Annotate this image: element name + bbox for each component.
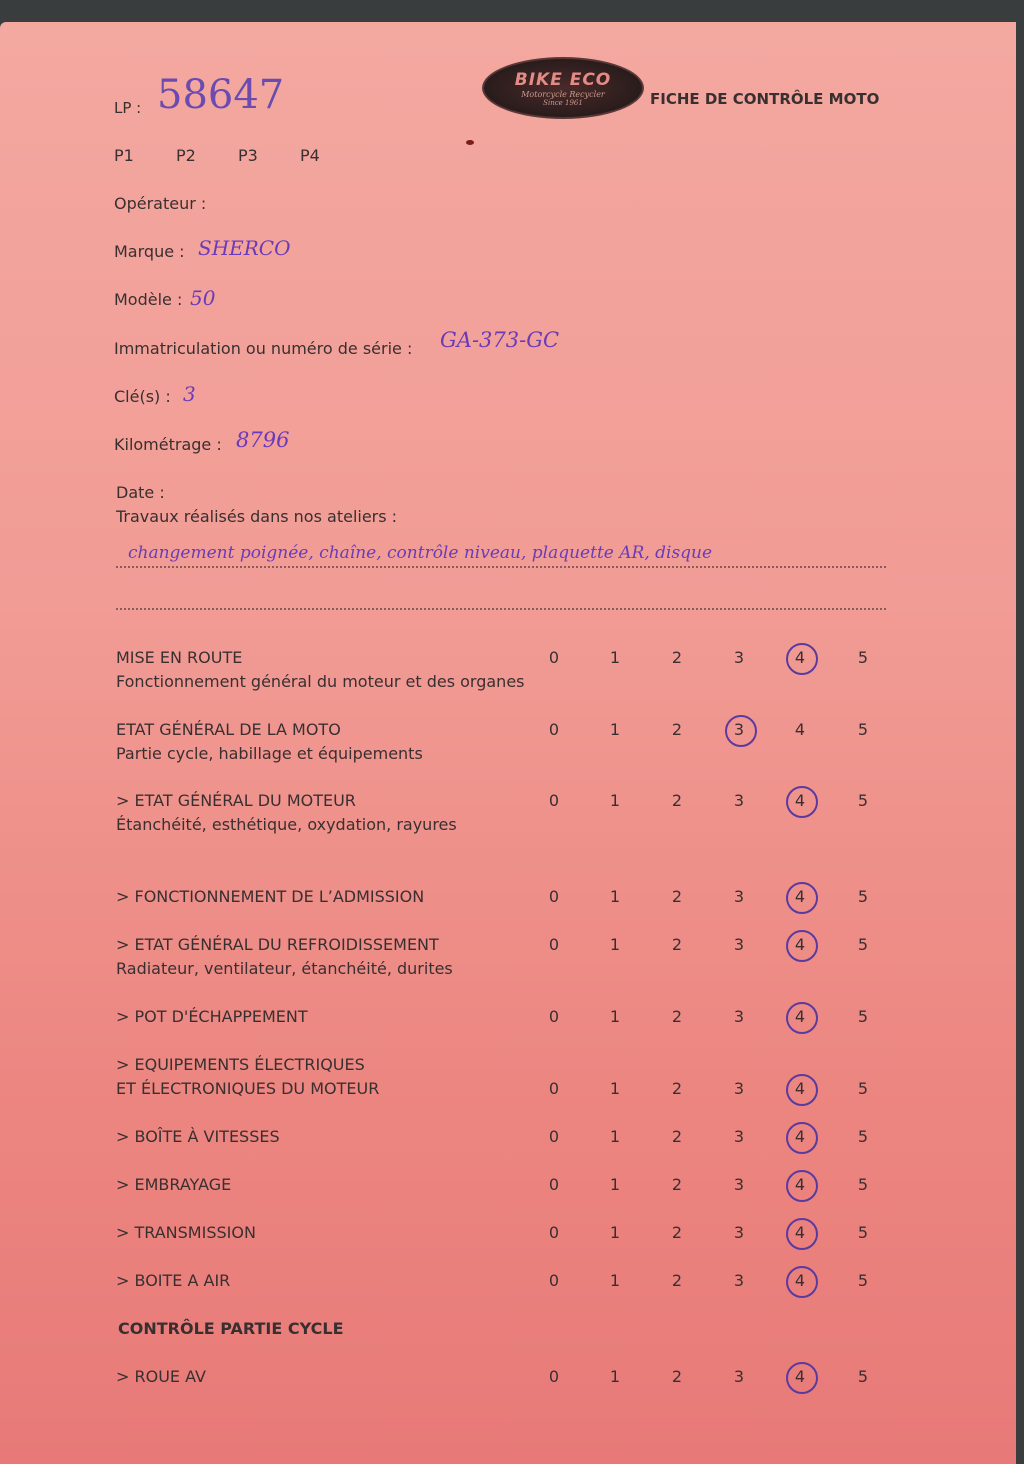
- score-option[interactable]: 3: [733, 1127, 745, 1146]
- score-option[interactable]: 2: [671, 1127, 683, 1146]
- travaux-label: Travaux réalisés dans nos ateliers :: [116, 507, 398, 526]
- rating-item-label: > EQUIPEMENTS ÉLECTRIQUES: [116, 1055, 365, 1074]
- score-option[interactable]: 4: [794, 1127, 806, 1146]
- score-option[interactable]: 1: [609, 720, 621, 739]
- km-value[interactable]: 8796: [236, 428, 290, 452]
- selected-score-circle: [786, 786, 818, 818]
- score-option[interactable]: 2: [671, 887, 683, 906]
- score-option[interactable]: 5: [857, 1367, 869, 1386]
- score-option[interactable]: 4: [794, 1175, 806, 1194]
- rating-item-label: > FONCTIONNEMENT DE L’ADMISSION: [116, 887, 425, 906]
- selected-score-circle: [786, 1266, 818, 1298]
- lp-label: LP :: [114, 99, 142, 117]
- position-p2[interactable]: P2: [176, 146, 196, 165]
- score-option[interactable]: 3: [733, 791, 745, 810]
- score-option[interactable]: 4: [794, 1223, 806, 1242]
- score-option[interactable]: 1: [609, 887, 621, 906]
- rating-item-label: > BOITE A AIR: [116, 1271, 231, 1290]
- sheet-title: FICHE DE CONTRÔLE MOTO: [650, 90, 880, 108]
- score-option[interactable]: 3: [733, 720, 745, 739]
- score-option[interactable]: 0: [548, 720, 560, 739]
- cles-label: Clé(s) :: [114, 387, 171, 406]
- score-option[interactable]: 5: [857, 791, 869, 810]
- section-cycle-title: CONTRÔLE PARTIE CYCLE: [118, 1319, 344, 1338]
- score-option[interactable]: 1: [609, 935, 621, 954]
- score-option[interactable]: 5: [857, 887, 869, 906]
- rating-item-label: > ETAT GÉNÉRAL DU MOTEUR: [116, 791, 356, 810]
- score-option[interactable]: 1: [609, 648, 621, 667]
- selected-score-circle: [786, 1362, 818, 1394]
- logo-wordmark: BIKE ECO: [514, 69, 612, 90]
- score-option[interactable]: 2: [671, 791, 683, 810]
- selected-score-circle: [786, 1122, 818, 1154]
- score-option[interactable]: 0: [548, 791, 560, 810]
- score-option[interactable]: 2: [671, 1223, 683, 1242]
- immat-label: Immatriculation ou numéro de série :: [114, 339, 413, 358]
- selected-score-circle: [786, 1218, 818, 1250]
- score-option[interactable]: 2: [671, 1007, 683, 1026]
- score-option[interactable]: 1: [609, 1127, 621, 1146]
- selected-score-circle: [786, 1170, 818, 1202]
- score-option[interactable]: 0: [548, 1007, 560, 1026]
- rating-item-label: > BOÎTE À VITESSES: [116, 1127, 280, 1146]
- logo-since: Since 1961: [543, 98, 583, 107]
- date-label: Date :: [116, 483, 165, 502]
- score-option[interactable]: 2: [671, 935, 683, 954]
- score-option[interactable]: 0: [548, 887, 560, 906]
- score-option[interactable]: 4: [794, 1079, 806, 1098]
- score-option[interactable]: 0: [548, 935, 560, 954]
- rating-item-label: MISE EN ROUTE: [116, 648, 243, 667]
- score-option[interactable]: 5: [857, 648, 869, 667]
- score-option[interactable]: 3: [733, 1223, 745, 1242]
- score-option[interactable]: 3: [733, 887, 745, 906]
- bike-eco-logo: [482, 57, 644, 119]
- score-option[interactable]: 0: [548, 1175, 560, 1194]
- score-option[interactable]: 0: [548, 1079, 560, 1098]
- rating-item-sub: Partie cycle, habillage et équipements: [116, 744, 423, 763]
- rating-item-sub: Fonctionnement général du moteur et des organes: [116, 672, 525, 691]
- modele-label: Modèle :: [114, 290, 183, 309]
- rating-item-sub: Étanchéité, esthétique, oxydation, rayures: [116, 815, 457, 834]
- marque-label: Marque :: [114, 242, 185, 261]
- lp-value[interactable]: 58647: [157, 72, 285, 118]
- score-option[interactable]: 0: [548, 1271, 560, 1290]
- marque-value[interactable]: SHERCO: [198, 236, 291, 260]
- score-option[interactable]: 1: [609, 791, 621, 810]
- score-option[interactable]: 2: [671, 720, 683, 739]
- score-option[interactable]: 3: [733, 1079, 745, 1098]
- score-option[interactable]: 4: [794, 935, 806, 954]
- score-option[interactable]: 2: [671, 1367, 683, 1386]
- rating-item-label: > TRANSMISSION: [116, 1223, 256, 1242]
- score-option[interactable]: 3: [733, 1007, 745, 1026]
- selected-score-circle: [786, 1002, 818, 1034]
- score-option[interactable]: 5: [857, 1127, 869, 1146]
- rating-item-label: ETAT GÉNÉRAL DE LA MOTO: [116, 720, 341, 739]
- score-option[interactable]: 2: [671, 1175, 683, 1194]
- score-option[interactable]: 3: [733, 1175, 745, 1194]
- score-option[interactable]: 4: [794, 887, 806, 906]
- score-option[interactable]: 4: [794, 1367, 806, 1386]
- rating-item-label: > POT D'ÉCHAPPEMENT: [116, 1007, 308, 1026]
- score-option[interactable]: 5: [857, 1175, 869, 1194]
- logo-subtitle: Motorcycle Recycler: [521, 89, 605, 99]
- score-option[interactable]: 5: [857, 1271, 869, 1290]
- score-option[interactable]: 1: [609, 1007, 621, 1026]
- score-option[interactable]: 0: [548, 1223, 560, 1242]
- score-option[interactable]: 2: [671, 1079, 683, 1098]
- score-option[interactable]: 2: [671, 648, 683, 667]
- score-option[interactable]: 3: [733, 1271, 745, 1290]
- selected-score-circle: [786, 930, 818, 962]
- score-option[interactable]: 4: [794, 648, 806, 667]
- score-option[interactable]: 5: [857, 1223, 869, 1242]
- score-option[interactable]: 4: [794, 791, 806, 810]
- score-option[interactable]: 0: [548, 1127, 560, 1146]
- score-option[interactable]: 1: [609, 1175, 621, 1194]
- score-option[interactable]: 2: [671, 1271, 683, 1290]
- score-option[interactable]: 4: [794, 1007, 806, 1026]
- operateur-label: Opérateur :: [114, 194, 207, 213]
- modele-value[interactable]: 50: [190, 286, 216, 310]
- immat-value[interactable]: GA-373-GC: [440, 328, 560, 352]
- score-option[interactable]: 1: [609, 1271, 621, 1290]
- score-option[interactable]: 0: [548, 648, 560, 667]
- selected-score-circle: [786, 882, 818, 914]
- control-sheet: [0, 22, 1016, 1464]
- score-option[interactable]: 1: [609, 1367, 621, 1386]
- travaux-line-1: [116, 566, 886, 568]
- selected-score-circle: [786, 643, 818, 675]
- score-option[interactable]: 5: [857, 720, 869, 739]
- km-label: Kilométrage :: [114, 435, 222, 454]
- score-option[interactable]: 3: [733, 1367, 745, 1386]
- ink-spot: [466, 140, 474, 145]
- travaux-value[interactable]: changement poignée, chaîne, contrôle niveau, plaquette AR, disque: [128, 543, 713, 563]
- score-option[interactable]: 4: [794, 1271, 806, 1290]
- position-p3[interactable]: P3: [238, 146, 258, 165]
- rating-item-sub: ET ÉLECTRONIQUES DU MOTEUR: [116, 1079, 380, 1098]
- score-option[interactable]: 5: [857, 1007, 869, 1026]
- position-p1[interactable]: P1: [114, 146, 134, 165]
- cles-value[interactable]: 3: [183, 382, 196, 406]
- score-option[interactable]: 0: [548, 1367, 560, 1386]
- score-option[interactable]: 3: [733, 935, 745, 954]
- position-p4[interactable]: P4: [300, 146, 320, 165]
- rating-item-label: > ROUE AV: [116, 1367, 206, 1386]
- selected-score-circle: [725, 715, 757, 747]
- rating-item-label: > ETAT GÉNÉRAL DU REFROIDISSEMENT: [116, 935, 439, 954]
- rating-item-label: > EMBRAYAGE: [116, 1175, 232, 1194]
- selected-score-circle: [786, 1074, 818, 1106]
- travaux-line-2: [116, 608, 886, 610]
- score-option[interactable]: 1: [609, 1223, 621, 1242]
- rating-item-sub: Radiateur, ventilateur, étanchéité, durites: [116, 959, 453, 978]
- score-option[interactable]: 1: [609, 1079, 621, 1098]
- score-option[interactable]: 5: [857, 1079, 869, 1098]
- score-option[interactable]: 3: [733, 648, 745, 667]
- score-option[interactable]: 4: [794, 720, 806, 739]
- score-option[interactable]: 5: [857, 935, 869, 954]
